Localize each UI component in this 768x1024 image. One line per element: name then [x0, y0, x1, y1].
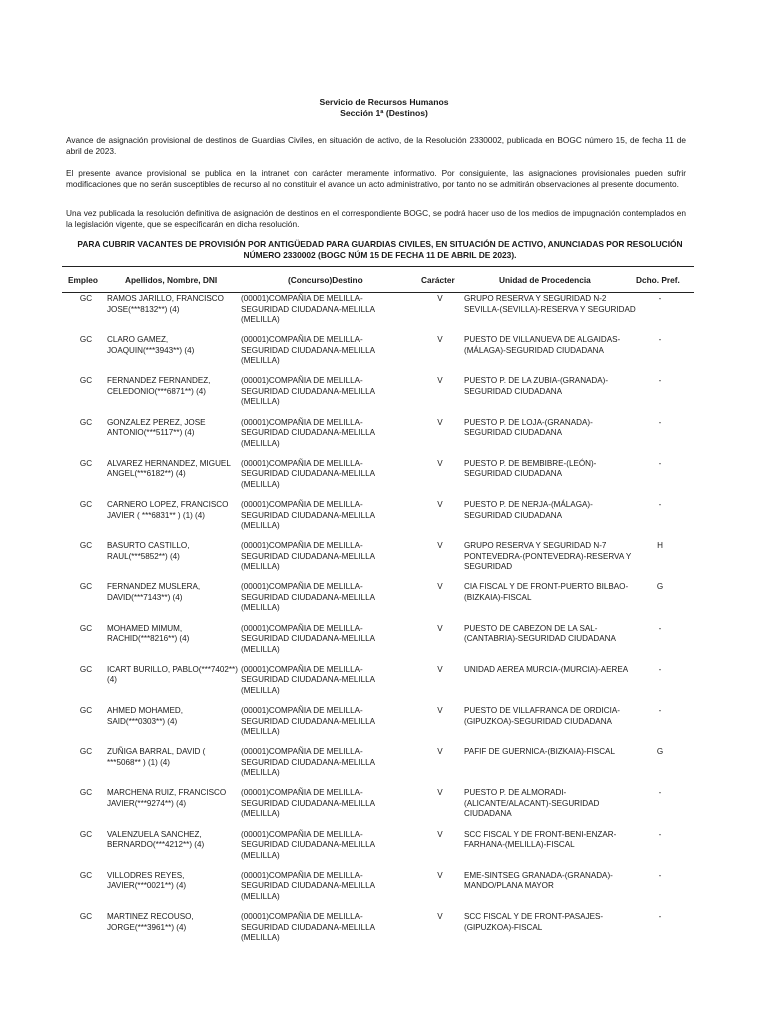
dcho-cell: - — [658, 829, 662, 839]
destino-cell: (00001)COMPAÑIA DE MELILLA-SEGURIDAD CIUDADANA-MELILLA (MELILLA) — [241, 912, 375, 942]
caracter-cell: V — [437, 541, 443, 551]
destino-cell: (00001)COMPAÑIA DE MELILLA-SEGURIDAD CIUDADANA-MELILLA (MELILLA) — [241, 788, 375, 819]
empleo-cell: GC — [79, 458, 93, 468]
notice-paragraph: El presente avance provisional se publica en la intranet con carácter meramente informativo. Por consiguiente, las asignaciones provisionales pueden sufrir modificaciones que no serán susceptibles de recurso al no constituir el avance un acto administrativo, por tanto no se admitirán observaciones al presente documento. — [66, 168, 686, 189]
dcho-cell: - — [658, 294, 662, 303]
empleo-cell: GC — [79, 582, 93, 592]
destino-cell: (00001)COMPAÑIA DE MELILLA-SEGURIDAD CIUDADANA-MELILLA (MELILLA) — [241, 417, 375, 448]
destino-cell: (00001)COMPAÑIA DE MELILLA-SEGURIDAD CIUDADANA-MELILLA (MELILLA) — [241, 623, 375, 654]
unidad-cell: PUESTO P. DE ALMORADI-(ALICANTE/ALACANT)-SEGURIDAD CIUDADANA — [464, 788, 600, 819]
table-row — [0, 294, 768, 335]
nombre-cell: AHMED MOHAMED, SAID(***0303**) (4) — [107, 706, 183, 726]
nombre-cell: GONZALEZ PEREZ, JOSE ANTONIO(***5117**) (4) — [107, 417, 206, 438]
nombre-cell: ZUÑIGA BARRAL, DAVID ( ***5068** ) (1) (4) — [107, 747, 206, 767]
caracter-cell: V — [437, 335, 443, 345]
nombre-cell: VALENZUELA SANCHEZ, BERNARDO(***4212**) (4) — [107, 829, 205, 850]
destino-cell: (00001)COMPAÑIA DE MELILLA-SEGURIDAD CIUDADANA-MELILLA (MELILLA) — [241, 706, 375, 736]
caracter-cell: V — [437, 747, 443, 757]
col-empleo-header: Empleo — [68, 275, 98, 285]
dcho-cell: G — [656, 747, 664, 757]
empleo-cell: GC — [79, 417, 93, 427]
unidad-cell: PUESTO P. DE NERJA-(MÁLAGA)-SEGURIDAD CIUDADANA — [464, 500, 593, 520]
dcho-cell: - — [658, 376, 662, 386]
caracter-cell: V — [437, 664, 443, 674]
unidad-cell: UNIDAD AEREA MURCIA-(MURCIA)-AEREA — [464, 664, 629, 674]
unidad-cell: PUESTO DE VILLAFRANCA DE ORDICIA-(GIPUZKOA)-SEGURIDAD CIUDADANA — [464, 706, 620, 726]
col-dcho-header: Dcho. Pref. — [636, 275, 680, 285]
unidad-cell: GRUPO RESERVA Y SEGURIDAD N-7 PONTEVEDRA-(PONTEVEDRA)-RESERVA Y SEGURIDAD — [464, 541, 632, 572]
dcho-cell: - — [658, 870, 662, 880]
caracter-cell: V — [437, 417, 443, 427]
caracter-cell: V — [437, 706, 443, 715]
dcho-cell: - — [658, 623, 662, 633]
destino-cell: (00001)COMPAÑIA DE MELILLA-SEGURIDAD CIUDADANA-MELILLA (MELILLA) — [241, 376, 375, 407]
caracter-cell: V — [437, 458, 443, 468]
destino-cell: (00001)COMPAÑIA DE MELILLA-SEGURIDAD CIUDADANA-MELILLA (MELILLA) — [241, 582, 375, 613]
dcho-cell: - — [658, 788, 662, 798]
dcho-cell: - — [658, 458, 662, 468]
empleo-cell: GC — [79, 829, 93, 839]
destino-cell: (00001)COMPAÑIA DE MELILLA-SEGURIDAD CIUDADANA-MELILLA (MELILLA) — [241, 335, 375, 366]
empleo-cell: GC — [79, 335, 93, 345]
caracter-cell: V — [437, 294, 443, 303]
caracter-cell: V — [437, 870, 443, 880]
table-row — [0, 335, 768, 376]
header-department: Servicio de Recursos Humanos — [319, 97, 449, 107]
unidad-cell: EME-SINTSEG GRANADA-(GRANADA)-MANDO/PLANA MAYOR — [464, 870, 613, 891]
dcho-cell: H — [657, 541, 663, 551]
empleo-cell: GC — [79, 376, 93, 386]
dcho-cell: - — [658, 500, 662, 509]
table-row — [0, 418, 768, 459]
empleo-cell: GC — [79, 664, 93, 674]
table-row — [0, 459, 768, 500]
destino-cell: (00001)COMPAÑIA DE MELILLA-SEGURIDAD CIUDADANA-MELILLA (MELILLA) — [241, 500, 375, 530]
nombre-cell: MOHAMED MIMUM, RACHID(***8216**) (4) — [107, 623, 190, 644]
col-caracter-header: Carácter — [421, 275, 455, 285]
empleo-cell: GC — [79, 747, 93, 757]
nombre-cell: MARTINEZ RECOUSO, JORGE(***3961**) (4) — [107, 912, 194, 932]
empleo-cell: GC — [79, 706, 93, 715]
unidad-cell: PUESTO P. DE LOJA-(GRANADA)-SEGURIDAD CIUDADANA — [464, 417, 593, 438]
caracter-cell: V — [437, 829, 443, 839]
dcho-cell: - — [658, 335, 662, 345]
col-destino-header: (Concurso)Destino — [288, 275, 363, 285]
unidad-cell: PUESTO DE CABEZON DE LA SAL-(CANTABRIA)-SEGURIDAD CIUDADANA — [464, 623, 616, 644]
unidad-cell: PUESTO DE VILLANUEVA DE ALGAIDAS-(MÁLAGA)-SEGURIDAD CIUDADANA — [464, 335, 621, 355]
destino-cell: (00001)COMPAÑIA DE MELILLA-SEGURIDAD CIUDADANA-MELILLA (MELILLA) — [241, 870, 375, 901]
empleo-cell: GC — [79, 870, 93, 880]
unidad-cell: CIA FISCAL Y DE FRONT-PUERTO BILBAO-(BIZKAIA)-FISCAL — [464, 582, 629, 602]
destino-cell: (00001)COMPAÑIA DE MELILLA-SEGURIDAD CIUDADANA-MELILLA (MELILLA) — [241, 294, 375, 324]
destino-cell: (00001)COMPAÑIA DE MELILLA-SEGURIDAD CIUDADANA-MELILLA (MELILLA) — [241, 747, 375, 778]
destino-cell: (00001)COMPAÑIA DE MELILLA-SEGURIDAD CIUDADANA-MELILLA (MELILLA) — [241, 829, 375, 860]
nombre-cell: BASURTO CASTILLO, RAUL(***5852**) (4) — [107, 541, 190, 561]
table-row — [0, 871, 768, 912]
nombre-cell: CARNERO LOPEZ, FRANCISCO JAVIER ( ***6831** ) (1) (4) — [107, 500, 229, 520]
nombre-cell: CLARO GAMEZ, JOAQUIN(***3943**) (4) — [107, 335, 195, 355]
empleo-cell: GC — [79, 623, 93, 633]
dcho-cell: - — [658, 664, 662, 674]
table-row — [0, 665, 768, 706]
nombre-cell: RAMOS JARILLO, FRANCISCO JOSE(***8132**) (4) — [107, 294, 224, 314]
table-row — [0, 830, 768, 871]
caracter-cell: V — [437, 912, 443, 921]
destino-cell: (00001)COMPAÑIA DE MELILLA-SEGURIDAD CIUDADANA-MELILLA (MELILLA) — [241, 458, 375, 489]
col-unidad-header: Unidad de Procedencia — [499, 275, 591, 285]
empleo-cell: GC — [79, 541, 93, 551]
unidad-cell: GRUPO RESERVA Y SEGURIDAD N-2 SEVILLA-(SEVILLA)-RESERVA Y SEGURIDAD — [464, 294, 636, 314]
table-row — [0, 706, 768, 747]
header-section: Sección 1ª (Destinos) — [340, 108, 428, 118]
table-row — [0, 376, 768, 417]
dcho-cell: - — [658, 912, 662, 921]
unidad-cell: SCC FISCAL Y DE FRONT-BENI-ENZAR-FARHANA-(MELILLA)-FISCAL — [464, 829, 617, 850]
dcho-cell: G — [656, 582, 664, 592]
nombre-cell: ALVAREZ HERNANDEZ, MIGUEL ANGEL(***6182**) (4) — [107, 458, 231, 479]
intro-paragraph: Avance de asignación provisional de destinos de Guardias Civiles, en situación de activo, de la Resolución 2330002, publicada en BOGC número 15, de fecha 11 de abril de 2023. — [66, 135, 686, 156]
nombre-cell: VILLODRES REYES, JAVIER(***0021**) (4) — [107, 870, 187, 891]
dcho-cell: - — [658, 417, 662, 427]
nombre-cell: FERNANDEZ MUSLERA, DAVID(***7143**) (4) — [107, 582, 201, 602]
table-row — [0, 912, 768, 953]
unidad-cell: PUESTO P. DE BEMBIBRE-(LEÓN)-SEGURIDAD CIUDADANA — [464, 458, 597, 479]
table-row — [0, 582, 768, 623]
table-header — [62, 266, 694, 293]
nombre-cell: ICART BURILLO, PABLO(***7402**) (4) — [107, 664, 238, 685]
table-row — [0, 747, 768, 788]
caracter-cell: V — [437, 376, 443, 386]
empleo-cell: GC — [79, 912, 93, 921]
caracter-cell: V — [437, 788, 443, 798]
dcho-cell: - — [658, 706, 662, 715]
nombre-cell: FERNANDEZ FERNANDEZ, CELEDONIO(***6871**) (4) — [107, 376, 211, 396]
impugnation-paragraph: Una vez publicada la resolución definitiva de asignación de destinos en el correspondiente BOGC, se podrá hacer uso de los medios de impugnación contemplados en la legislación vigente, que se especificarán en dicha resolución. — [66, 208, 686, 229]
empleo-cell: GC — [79, 500, 93, 509]
table-row — [0, 788, 768, 829]
table-row — [0, 541, 768, 582]
unidad-cell: SCC FISCAL Y DE FRONT-PASAJES-(GIPUZKOA)-FISCAL — [464, 912, 604, 932]
table-row — [0, 624, 768, 665]
unidad-cell: PAFIF DE GUERNICA-(BIZKAIA)-FISCAL — [464, 747, 615, 757]
destino-cell: (00001)COMPAÑIA DE MELILLA-SEGURIDAD CIUDADANA-MELILLA (MELILLA) — [241, 541, 375, 572]
caracter-cell: V — [437, 623, 443, 633]
empleo-cell: GC — [79, 294, 93, 303]
section-title: PARA CUBRIR VACANTES DE PROVISIÓN POR ANTIGÜEDAD PARA GUARDIAS CIVILES, EN SITUACIÓN DE ACTIVO, ANUNCIADAS POR RESOLUCIÓN NÚMERO 2330002 (BOGC NÚM 15 DE FECHA 11 DE ABRIL DE 2023). — [77, 239, 683, 260]
empleo-cell: GC — [79, 788, 93, 798]
col-nombre-header: Apellidos, Nombre, DNI — [125, 275, 218, 285]
caracter-cell: V — [437, 500, 443, 509]
unidad-cell: PUESTO P. DE LA ZUBIA-(GRANADA)-SEGURIDAD CIUDADANA — [464, 376, 609, 396]
caracter-cell: V — [437, 582, 443, 592]
nombre-cell: MARCHENA RUIZ, FRANCISCO JAVIER(***9274**) (4) — [107, 788, 227, 808]
table-row — [0, 500, 768, 541]
destino-cell: (00001)COMPAÑIA DE MELILLA-SEGURIDAD CIUDADANA-MELILLA (MELILLA) — [241, 664, 375, 695]
